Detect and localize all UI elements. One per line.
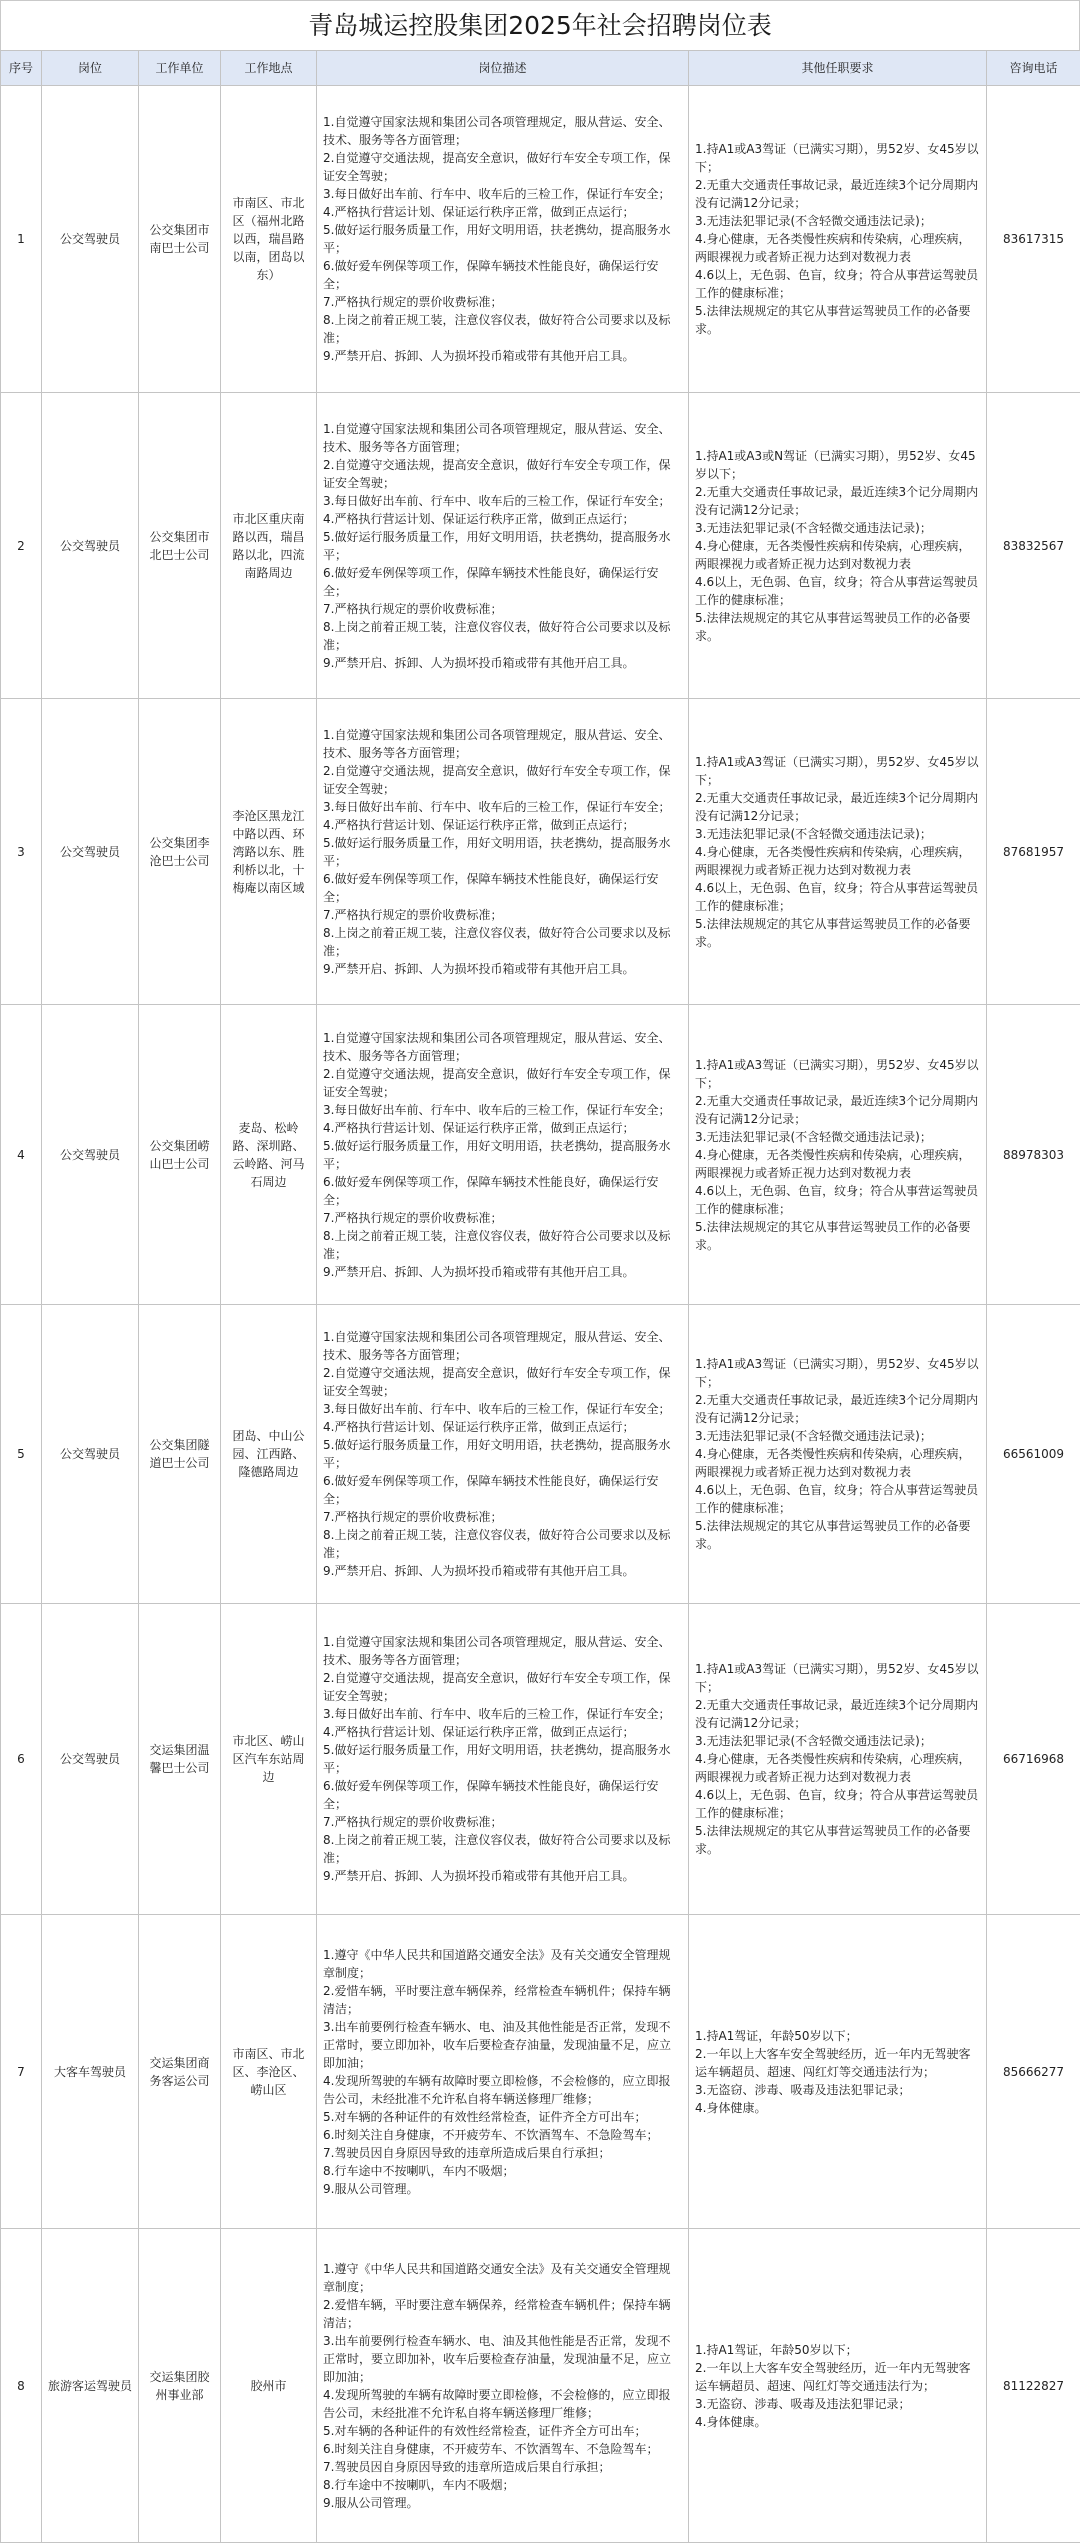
row-number: 8	[1, 2229, 42, 2543]
requirement-line: 5.法律法规规定的其它从事营运驾驶员工作的必备要求。	[695, 1822, 980, 1858]
unit-cell: 公交集团隧道巴士公司	[139, 1305, 221, 1604]
row-number: 6	[1, 1604, 42, 1915]
requirement-line: 2.无重大交通责任事故记录，最近连续3个记分周期内没有记满12分记录；	[695, 1092, 980, 1128]
description-line: 2.自觉遵守交通法规，提高安全意识，做好行车安全专项工作，保证安全驾驶；	[323, 762, 682, 798]
header-phone: 咨询电话	[987, 51, 1080, 86]
description-line: 8.上岗之前着正规工装，注意仪容仪表，做好符合公司要求以及标准；	[323, 618, 682, 654]
requirement-line: 5.法律法规规定的其它从事营运驾驶员工作的必备要求。	[695, 1218, 980, 1254]
requirement-line: 4.身体健康。	[695, 2099, 980, 2117]
description-line: 1.遵守《中华人民共和国道路交通安全法》及有关交通安全管理规章制度；	[323, 2260, 682, 2296]
description-line: 9.严禁开启、拆卸、人为损坏投币箱或带有其他开启工具。	[323, 960, 682, 978]
table-row	[1, 1915, 1080, 2229]
description-line: 8.行车途中不按喇叭，车内不吸烟；	[323, 2162, 682, 2180]
description-line: 4.发现所驾驶的车辆有故障时要立即检修，不会检修的，应立即报告公司，未经批准不允许私自将车辆送修理厂维修；	[323, 2072, 682, 2108]
requirement-line: 1.持A1或A3驾证（已满实习期），男52岁、女45岁以下；	[695, 140, 980, 176]
unit-cell: 交运集团商务客运公司	[139, 1915, 221, 2229]
header-unit: 工作单位	[139, 51, 221, 86]
phone-cell: 66716968	[987, 1604, 1080, 1915]
description-line: 5.做好运行服务质量工作，用好文明用语，扶老携幼，提高服务水平；	[323, 221, 682, 257]
requirement-line: 4.身心健康，无各类慢性疾病和传染病，心理疾病，两眼裸视力或者矫正视力达到对数视力表	[695, 843, 980, 879]
header-row	[1, 51, 1080, 86]
requirement-line: 3.无盗窃、涉毒、吸毒及违法犯罪记录；	[695, 2395, 980, 2413]
description-cell	[317, 699, 689, 1005]
description-line: 9.严禁开启、拆卸、人为损坏投币箱或带有其他开启工具。	[323, 347, 682, 365]
requirement-line: 3.无违法犯罪记录(不含轻微交通违法记录)；	[695, 1427, 980, 1445]
description-line: 6.时刻关注自身健康，不开疲劳车、不饮酒驾车、不急险驾车；	[323, 2126, 682, 2144]
position-cell: 公交驾驶员	[42, 1005, 139, 1305]
phone-cell: 83617315	[987, 86, 1080, 393]
description-line: 2.自觉遵守交通法规，提高安全意识，做好行车安全专项工作，保证安全驾驶；	[323, 1364, 682, 1400]
requirement-line: 4.身体健康。	[695, 2413, 980, 2431]
requirement-line: 3.无违法犯罪记录(不含轻微交通违法记录)；	[695, 1732, 980, 1750]
requirements-cell	[689, 86, 987, 393]
description-line: 6.做好爱车例保等项工作，保障车辆技术性能良好，确保运行安全；	[323, 564, 682, 600]
location-cell: 市北区、崂山区汽车东站周边	[221, 1604, 317, 1915]
location-cell: 团岛、中山公园、江西路、隆德路周边	[221, 1305, 317, 1604]
description-line: 2.自觉遵守交通法规，提高安全意识，做好行车安全专项工作，保证安全驾驶；	[323, 1669, 682, 1705]
location-cell: 麦岛、松岭路、深圳路、云岭路、河马石周边	[221, 1005, 317, 1305]
requirement-line: 1.持A1驾证，年龄50岁以下；	[695, 2027, 980, 2045]
description-line: 5.做好运行服务质量工作，用好文明用语，扶老携幼，提高服务水平；	[323, 1741, 682, 1777]
description-line: 8.上岗之前着正规工装，注意仪容仪表，做好符合公司要求以及标准；	[323, 924, 682, 960]
description-cell	[317, 2229, 689, 2543]
description-line: 8.上岗之前着正规工装，注意仪容仪表，做好符合公司要求以及标准；	[323, 1831, 682, 1867]
requirement-line: 5.法律法规规定的其它从事营运驾驶员工作的必备要求。	[695, 302, 980, 338]
description-line: 8.行车途中不按喇叭，车内不吸烟；	[323, 2476, 682, 2494]
description-line: 5.做好运行服务质量工作，用好文明用语，扶老携幼，提高服务水平；	[323, 834, 682, 870]
requirement-line: 1.持A1或A3驾证（已满实习期），男52岁、女45岁以下；	[695, 753, 980, 789]
header-no: 序号	[1, 51, 42, 86]
position-cell: 公交驾驶员	[42, 86, 139, 393]
description-line: 4.严格执行营运计划、保证运行秩序正常，做到正点运行；	[323, 1119, 682, 1137]
description-line: 1.自觉遵守国家法规和集团公司各项管理规定，服从营运、安全、技术、服务等各方面管理；	[323, 1029, 682, 1065]
phone-cell: 88978303	[987, 1005, 1080, 1305]
description-line: 4.发现所驾驶的车辆有故障时要立即检修，不会检修的，应立即报告公司，未经批准不允许私自将车辆送修理厂维修；	[323, 2386, 682, 2422]
row-number: 5	[1, 1305, 42, 1604]
description-line: 8.上岗之前着正规工装，注意仪容仪表，做好符合公司要求以及标准；	[323, 311, 682, 347]
description-line: 6.做好爱车例保等项工作，保障车辆技术性能良好，确保运行安全；	[323, 1173, 682, 1209]
table-row	[1, 1005, 1080, 1305]
description-line: 5.做好运行服务质量工作，用好文明用语，扶老携幼，提高服务水平；	[323, 1436, 682, 1472]
requirement-line: 2.无重大交通责任事故记录，最近连续3个记分周期内没有记满12分记录；	[695, 789, 980, 825]
description-line: 7.驾驶员因自身原因导致的违章所造成后果自行承担；	[323, 2144, 682, 2162]
phone-cell: 87681957	[987, 699, 1080, 1005]
description-line: 1.自觉遵守国家法规和集团公司各项管理规定，服从营运、安全、技术、服务等各方面管理；	[323, 1633, 682, 1669]
position-cell: 公交驾驶员	[42, 393, 139, 699]
description-line: 7.严格执行规定的票价收费标准；	[323, 293, 682, 311]
description-line: 3.每日做好出车前、行车中、收车后的三检工作，保证行车安全；	[323, 185, 682, 203]
table-row	[1, 2229, 1080, 2543]
requirements-cell	[689, 2229, 987, 2543]
description-line: 5.对车辆的各种证件的有效性经常检查，证件齐全方可出车；	[323, 2108, 682, 2126]
location-cell: 胶州市	[221, 2229, 317, 2543]
description-line: 8.上岗之前着正规工装，注意仪容仪表，做好符合公司要求以及标准；	[323, 1227, 682, 1263]
description-line: 4.严格执行营运计划、保证运行秩序正常，做到正点运行；	[323, 203, 682, 221]
description-line: 1.自觉遵守国家法规和集团公司各项管理规定，服从营运、安全、技术、服务等各方面管理；	[323, 420, 682, 456]
requirement-line: 5.法律法规规定的其它从事营运驾驶员工作的必备要求。	[695, 915, 980, 951]
requirement-line: 3.无违法犯罪记录(不含轻微交通违法记录)；	[695, 212, 980, 230]
requirement-line: 4.身心健康，无各类慢性疾病和传染病，心理疾病，两眼裸视力或者矫正视力达到对数视力表	[695, 230, 980, 266]
requirement-line: 2.无重大交通责任事故记录，最近连续3个记分周期内没有记满12分记录；	[695, 176, 980, 212]
description-line: 3.每日做好出车前、行车中、收车后的三检工作，保证行车安全；	[323, 1705, 682, 1723]
requirement-line: 5.法律法规规定的其它从事营运驾驶员工作的必备要求。	[695, 1517, 980, 1553]
description-cell	[317, 1604, 689, 1915]
requirement-line: 4.6以上，无色弱、色盲，纹身；符合从事营运驾驶员工作的健康标准；	[695, 1786, 980, 1822]
description-line: 7.严格执行规定的票价收费标准；	[323, 600, 682, 618]
description-line: 4.严格执行营运计划、保证运行秩序正常，做到正点运行；	[323, 510, 682, 528]
requirement-line: 3.无盗窃、涉毒、吸毒及违法犯罪记录；	[695, 2081, 980, 2099]
requirement-line: 4.身心健康，无各类慢性疾病和传染病，心理疾病，两眼裸视力或者矫正视力达到对数视力表	[695, 1445, 980, 1481]
description-line: 6.做好爱车例保等项工作，保障车辆技术性能良好，确保运行安全；	[323, 1472, 682, 1508]
location-cell: 市南区、市北区、李沧区、崂山区	[221, 1915, 317, 2229]
unit-cell: 公交集团李沧巴士公司	[139, 699, 221, 1005]
description-cell	[317, 1915, 689, 2229]
row-number: 3	[1, 699, 42, 1005]
requirement-line: 2.无重大交通责任事故记录，最近连续3个记分周期内没有记满12分记录；	[695, 483, 980, 519]
requirement-line: 4.6以上，无色弱、色盲，纹身；符合从事营运驾驶员工作的健康标准；	[695, 1481, 980, 1517]
description-line: 5.做好运行服务质量工作，用好文明用语，扶老携幼，提高服务水平；	[323, 528, 682, 564]
description-line: 1.自觉遵守国家法规和集团公司各项管理规定，服从营运、安全、技术、服务等各方面管理；	[323, 1328, 682, 1364]
description-cell	[317, 393, 689, 699]
description-line: 5.对车辆的各种证件的有效性经常检查，证件齐全方可出车；	[323, 2422, 682, 2440]
requirements-cell	[689, 1005, 987, 1305]
requirement-line: 2.无重大交通责任事故记录，最近连续3个记分周期内没有记满12分记录；	[695, 1696, 980, 1732]
description-line: 6.做好爱车例保等项工作，保障车辆技术性能良好，确保运行安全；	[323, 257, 682, 293]
description-line: 3.每日做好出车前、行车中、收车后的三检工作，保证行车安全；	[323, 1101, 682, 1119]
description-line: 7.严格执行规定的票价收费标准；	[323, 1813, 682, 1831]
requirement-line: 3.无违法犯罪记录(不含轻微交通违法记录)；	[695, 1128, 980, 1146]
row-number: 7	[1, 1915, 42, 2229]
unit-cell: 公交集团市南巴士公司	[139, 86, 221, 393]
description-line: 7.严格执行规定的票价收费标准；	[323, 1209, 682, 1227]
description-line: 6.做好爱车例保等项工作，保障车辆技术性能良好，确保运行安全；	[323, 870, 682, 906]
requirement-line: 4.6以上，无色弱、色盲，纹身；符合从事营运驾驶员工作的健康标准；	[695, 573, 980, 609]
description-line: 7.严格执行规定的票价收费标准；	[323, 906, 682, 924]
description-line: 4.严格执行营运计划、保证运行秩序正常，做到正点运行；	[323, 816, 682, 834]
requirement-line: 4.6以上，无色弱、色盲，纹身；符合从事营运驾驶员工作的健康标准；	[695, 1182, 980, 1218]
location-cell: 李沧区黑龙江中路以西、环湾路以东、胜利桥以北，十梅庵以南区域	[221, 699, 317, 1005]
table-row	[1, 1604, 1080, 1915]
description-line: 1.自觉遵守国家法规和集团公司各项管理规定，服从营运、安全、技术、服务等各方面管理；	[323, 726, 682, 762]
requirement-line: 1.持A1或A3驾证（已满实习期），男52岁、女45岁以下；	[695, 1056, 980, 1092]
header-description: 岗位描述	[317, 51, 689, 86]
phone-cell: 81122827	[987, 2229, 1080, 2543]
location-cell: 市南区、市北区（福州北路以西，瑞昌路以南，团岛以东）	[221, 86, 317, 393]
requirement-line: 2.一年以上大客车安全驾驶经历，近一年内无驾驶客运车辆超员、超速、闯红灯等交通违法行为；	[695, 2045, 980, 2081]
row-number: 2	[1, 393, 42, 699]
description-line: 7.驾驶员因自身原因导致的违章所造成后果自行承担；	[323, 2458, 682, 2476]
requirement-line: 4.身心健康，无各类慢性疾病和传染病，心理疾病，两眼裸视力或者矫正视力达到对数视力表	[695, 537, 980, 573]
requirement-line: 1.持A1驾证，年龄50岁以下；	[695, 2341, 980, 2359]
requirement-line: 2.一年以上大客车安全驾驶经历，近一年内无驾驶客运车辆超员、超速、闯红灯等交通违法行为；	[695, 2359, 980, 2395]
description-line: 3.出车前要例行检查车辆水、电、油及其他性能是否正常，发现不正常时，要立即加补，收车后要检查存油量，发现油量不足，应立即加油；	[323, 2332, 682, 2386]
requirements-cell	[689, 1305, 987, 1604]
phone-cell: 85666277	[987, 1915, 1080, 2229]
page-title: 青岛城运控股集团2025年社会招聘岗位表	[0, 0, 1080, 50]
requirement-line: 3.无违法犯罪记录(不含轻微交通违法记录)；	[695, 825, 980, 843]
description-line: 5.做好运行服务质量工作，用好文明用语，扶老携幼，提高服务水平；	[323, 1137, 682, 1173]
row-number: 4	[1, 1005, 42, 1305]
description-line: 3.每日做好出车前、行车中、收车后的三检工作，保证行车安全；	[323, 1400, 682, 1418]
description-line: 3.出车前要例行检查车辆水、电、油及其他性能是否正常，发现不正常时，要立即加补，收车后要检查存油量，发现油量不足，应立即加油；	[323, 2018, 682, 2072]
position-cell: 公交驾驶员	[42, 1305, 139, 1604]
jobs-table	[0, 50, 1080, 2543]
position-cell: 公交驾驶员	[42, 699, 139, 1005]
description-line: 3.每日做好出车前、行车中、收车后的三检工作，保证行车安全；	[323, 798, 682, 816]
header-position: 岗位	[42, 51, 139, 86]
description-cell	[317, 86, 689, 393]
phone-cell: 83832567	[987, 393, 1080, 699]
requirement-line: 4.身心健康，无各类慢性疾病和传染病，心理疾病，两眼裸视力或者矫正视力达到对数视力表	[695, 1750, 980, 1786]
unit-cell: 交运集团胶州事业部	[139, 2229, 221, 2543]
requirement-line: 1.持A1或A3或N驾证（已满实习期），男52岁、女45岁以下；	[695, 447, 980, 483]
requirements-cell	[689, 393, 987, 699]
description-line: 2.自觉遵守交通法规，提高安全意识，做好行车安全专项工作，保证安全驾驶；	[323, 456, 682, 492]
requirement-line: 1.持A1或A3驾证（已满实习期），男52岁、女45岁以下；	[695, 1660, 980, 1696]
description-line: 6.做好爱车例保等项工作，保障车辆技术性能良好，确保运行安全；	[323, 1777, 682, 1813]
description-line: 9.严禁开启、拆卸、人为损坏投币箱或带有其他开启工具。	[323, 1562, 682, 1580]
requirements-cell	[689, 1604, 987, 1915]
description-line: 9.严禁开启、拆卸、人为损坏投币箱或带有其他开启工具。	[323, 654, 682, 672]
table-row	[1, 393, 1080, 699]
description-line: 8.上岗之前着正规工装，注意仪容仪表，做好符合公司要求以及标准；	[323, 1526, 682, 1562]
description-line: 9.服从公司管理。	[323, 2494, 682, 2512]
unit-cell: 公交集团市北巴士公司	[139, 393, 221, 699]
description-line: 4.严格执行营运计划、保证运行秩序正常，做到正点运行；	[323, 1723, 682, 1741]
description-line: 9.服从公司管理。	[323, 2180, 682, 2198]
unit-cell: 交运集团温馨巴士公司	[139, 1604, 221, 1915]
requirements-cell	[689, 699, 987, 1005]
description-line: 2.爱惜车辆，平时要注意车辆保养，经常检查车辆机件；保持车辆清洁；	[323, 1982, 682, 2018]
requirements-cell	[689, 1915, 987, 2229]
requirement-line: 5.法律法规规定的其它从事营运驾驶员工作的必备要求。	[695, 609, 980, 645]
description-line: 6.时刻关注自身健康，不开疲劳车、不饮酒驾车、不急险驾车；	[323, 2440, 682, 2458]
header-requirements: 其他任职要求	[689, 51, 987, 86]
description-line: 1.遵守《中华人民共和国道路交通安全法》及有关交通安全管理规章制度；	[323, 1946, 682, 1982]
requirement-line: 4.6以上，无色弱、色盲，纹身；符合从事营运驾驶员工作的健康标准；	[695, 266, 980, 302]
requirement-line: 4.身心健康，无各类慢性疾病和传染病，心理疾病，两眼裸视力或者矫正视力达到对数视力表	[695, 1146, 980, 1182]
requirement-line: 3.无违法犯罪记录(不含轻微交通违法记录)；	[695, 519, 980, 537]
description-cell	[317, 1305, 689, 1604]
description-line: 2.爱惜车辆，平时要注意车辆保养，经常检查车辆机件；保持车辆清洁；	[323, 2296, 682, 2332]
location-cell: 市北区重庆南路以西，瑞昌路以北，四流南路周边	[221, 393, 317, 699]
requirement-line: 4.6以上，无色弱、色盲，纹身；符合从事营运驾驶员工作的健康标准；	[695, 879, 980, 915]
description-line: 2.自觉遵守交通法规，提高安全意识，做好行车安全专项工作，保证安全驾驶；	[323, 1065, 682, 1101]
description-line: 7.严格执行规定的票价收费标准；	[323, 1508, 682, 1526]
position-cell: 大客车驾驶员	[42, 1915, 139, 2229]
unit-cell: 公交集团崂山巴士公司	[139, 1005, 221, 1305]
phone-cell: 66561009	[987, 1305, 1080, 1604]
row-number: 1	[1, 86, 42, 393]
description-cell	[317, 1005, 689, 1305]
position-cell: 旅游客运驾驶员	[42, 2229, 139, 2543]
description-line: 1.自觉遵守国家法规和集团公司各项管理规定，服从营运、安全、技术、服务等各方面管理；	[323, 113, 682, 149]
requirement-line: 1.持A1或A3驾证（已满实习期），男52岁、女45岁以下；	[695, 1355, 980, 1391]
description-line: 3.每日做好出车前、行车中、收车后的三检工作，保证行车安全；	[323, 492, 682, 510]
description-line: 2.自觉遵守交通法规，提高安全意识，做好行车安全专项工作，保证安全驾驶；	[323, 149, 682, 185]
requirement-line: 2.无重大交通责任事故记录，最近连续3个记分周期内没有记满12分记录；	[695, 1391, 980, 1427]
description-line: 4.严格执行营运计划、保证运行秩序正常，做到正点运行；	[323, 1418, 682, 1436]
table-row	[1, 699, 1080, 1005]
table-row	[1, 1305, 1080, 1604]
description-line: 9.严禁开启、拆卸、人为损坏投币箱或带有其他开启工具。	[323, 1263, 682, 1281]
table-row	[1, 86, 1080, 393]
position-cell: 公交驾驶员	[42, 1604, 139, 1915]
description-line: 9.严禁开启、拆卸、人为损坏投币箱或带有其他开启工具。	[323, 1867, 682, 1885]
header-location: 工作地点	[221, 51, 317, 86]
